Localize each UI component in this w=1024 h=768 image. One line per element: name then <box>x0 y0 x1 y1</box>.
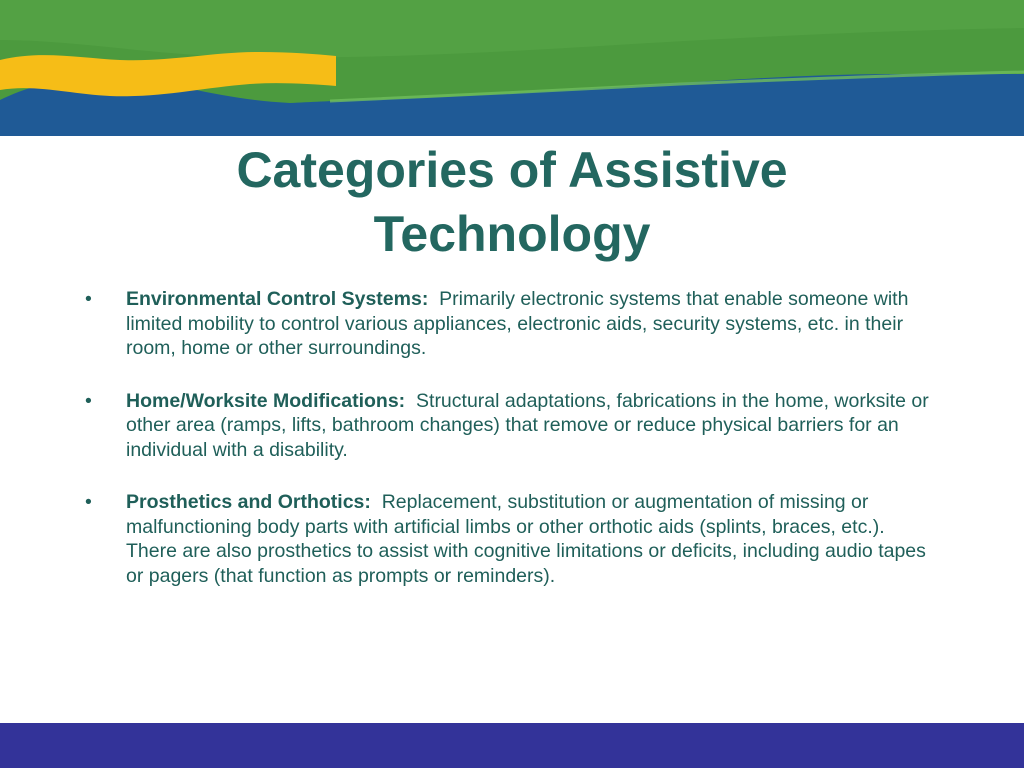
footer-bar <box>0 723 1024 768</box>
bullet-term: Prosthetics and Orthotics: <box>126 491 371 513</box>
header-banner <box>0 0 1024 136</box>
bullet-item-environmental-control <box>85 287 930 361</box>
bullet-description: Primarily electronic systems that enable someone with limited mobility to control various appliances, electronic aids, security systems, etc. in their room, home or other surroundings. <box>126 288 909 359</box>
bullet-item-prosthetics-orthotics <box>85 490 930 588</box>
slide-title: Categories of Assistive Technology <box>236 142 788 262</box>
bullet-item-home-worksite <box>85 389 930 463</box>
bullet-marker: • <box>85 491 92 513</box>
bullet-description: Structural adaptations, fabrications in the home, worksite or other area (ramps, lifts, bathroom changes) that remove or reduce physical barriers for an individual with a disability. <box>126 389 929 461</box>
bullet-term: Home/Worksite Modifications: <box>126 389 406 412</box>
bullet-description: Replacement, substitution or augmentation of missing or malfunctioning body parts with artificial limbs or other orthotic aids (splints, braces, etc.). There are also prosthetics to assist with cognitive limitations or deficits, including audio tapes or pagers (that function as prompts or reminders). <box>126 491 926 587</box>
bullet-term: Environmental Control Systems: <box>126 288 429 310</box>
bullet-marker: • <box>85 288 92 310</box>
bullet-marker: • <box>85 389 92 412</box>
bullet-list <box>85 287 930 616</box>
